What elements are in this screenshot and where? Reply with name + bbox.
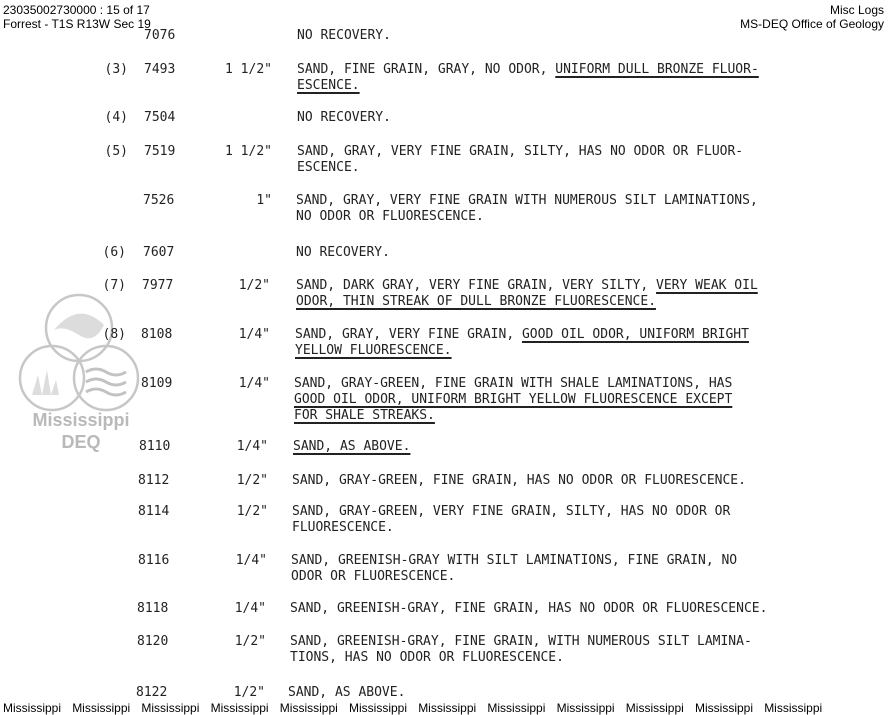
document-id-header <box>3 3 151 31</box>
description-text: SAND, GRAY, VERY FINE GRAIN, <box>295 327 522 342</box>
recovery-length: 1/2" <box>234 634 266 649</box>
sample-number: (3) <box>104 62 128 77</box>
footer-watermark-word: Mississippi <box>210 701 269 715</box>
underlined-description-text: VERY WEAK OIL <box>656 278 758 293</box>
sample-depth: 8114 <box>138 504 170 519</box>
sample-depth: 7526 <box>143 193 175 208</box>
office-line: MS-DEQ Office of Geology <box>740 17 884 31</box>
source-header <box>740 3 884 31</box>
sample-description-line: NO RECOVERY. <box>296 245 390 260</box>
recovery-length: 1/4" <box>238 327 270 342</box>
sample-description-line: SAND, AS ABOVE. <box>288 685 406 700</box>
sample-description-line <box>297 62 759 78</box>
footer-watermark-word: Mississippi <box>141 701 200 715</box>
footer-watermark-strip <box>0 701 890 715</box>
sample-description-line: ODOR, THIN STREAK OF DULL BRONZE FLUORESCENCE. <box>296 294 657 309</box>
sample-description-line: NO RECOVERY. <box>297 110 391 125</box>
recovery-length: 1/4" <box>238 376 270 391</box>
footer-watermark-word: Mississippi <box>764 701 823 715</box>
sample-description-line: YELLOW FLUORESCENCE. <box>295 343 452 358</box>
description-text: SAND, DARK GRAY, VERY FINE GRAIN, VERY SILTY, <box>296 278 657 293</box>
footer-watermark-word: Mississippi <box>3 701 62 715</box>
location-line: Forrest - T1S R13W Sec 19 <box>3 17 151 31</box>
recovery-length: 1" <box>256 193 272 208</box>
sample-description-line: SAND, GREENISH-GRAY, FINE GRAIN, HAS NO ODOR OR FLUORESCENCE. <box>290 601 768 616</box>
sample-depth: 8108 <box>141 327 173 342</box>
sample-depth: 8122 <box>136 685 168 700</box>
footer-watermark-word: Mississippi <box>349 701 408 715</box>
sample-description-line <box>295 327 749 343</box>
watermark-name: Mississippi <box>32 410 130 430</box>
recovery-length: 1/2" <box>233 685 265 700</box>
sample-depth: 7977 <box>142 278 174 293</box>
sample-description-line: SAND, GRAY-GREEN, VERY FINE GRAIN, SILTY, HAS NO ODOR OR <box>292 504 731 519</box>
recovery-length: 1 1/2" <box>225 144 272 159</box>
sample-description-line: SAND, GRAY, VERY FINE GRAIN, SILTY, HAS NO ODOR OR FLUOR- <box>297 144 744 159</box>
sample-description-line: NO ODOR OR FLUORESCENCE. <box>296 209 484 224</box>
sample-depth: 7076 <box>144 28 176 43</box>
document-id-line: 23035002730000 : 15 of 17 <box>3 3 150 17</box>
sample-description-line: TIONS, HAS NO ODOR OR FLUORESCENCE. <box>290 650 564 665</box>
footer-watermark-word: Mississippi <box>279 701 338 715</box>
sample-number: (8) <box>102 327 126 342</box>
sample-description-line: SAND, GRAY, VERY FINE GRAIN WITH NUMEROUS SILT LAMINATIONS, <box>296 193 758 208</box>
recovery-length: 1/4" <box>235 553 267 568</box>
sample-depth: 8120 <box>137 634 169 649</box>
sample-description-line: SAND, GREENISH-GRAY, FINE GRAIN, WITH NUMEROUS SILT LAMINA- <box>290 634 752 649</box>
sample-depth: 8110 <box>139 439 171 454</box>
sample-depth: 7504 <box>144 110 176 125</box>
footer-watermark-word: Mississippi <box>72 701 131 715</box>
watermark-agency: DEQ <box>61 432 101 452</box>
sample-description-line: ODOR OR FLUORESCENCE. <box>291 569 456 584</box>
sample-description-line: GOOD OIL ODOR, UNIFORM BRIGHT YELLOW FLUORESCENCE EXCEPT <box>294 392 733 407</box>
sample-depth: 8112 <box>138 473 170 488</box>
recovery-length: 1/2" <box>238 278 270 293</box>
sample-description-line: ESCENCE. <box>297 78 360 93</box>
sample-description-line: FOR SHALE STREAKS. <box>294 408 435 423</box>
footer-watermark-word: Mississippi <box>695 701 754 715</box>
sample-depth: 8109 <box>141 376 173 391</box>
footer-watermark-word: Mississippi <box>625 701 684 715</box>
sample-number: (4) <box>104 110 128 125</box>
sample-number: (7) <box>102 278 126 293</box>
sample-depth: 7519 <box>144 144 176 159</box>
sample-description-line: SAND, GREENISH-GRAY WITH SILT LAMINATIONS, FINE GRAIN, NO <box>291 553 738 568</box>
sample-description-line: SAND, GRAY-GREEN, FINE GRAIN WITH SHALE LAMINATIONS, HAS <box>294 376 733 391</box>
description-text: SAND, FINE GRAIN, GRAY, NO ODOR, <box>297 62 556 77</box>
underlined-description-text: UNIFORM DULL BRONZE FLUOR- <box>555 62 759 77</box>
sample-depth: 8118 <box>137 601 169 616</box>
sample-description-line <box>296 278 758 294</box>
footer-watermark-word: Mississippi <box>487 701 546 715</box>
log-type-line: Misc Logs <box>829 3 884 17</box>
footer-watermark-word: Mississippi <box>418 701 477 715</box>
sample-number: (6) <box>102 245 126 260</box>
recovery-length: 1 1/2" <box>225 62 272 77</box>
underlined-description-text: GOOD OIL ODOR, UNIFORM BRIGHT <box>521 327 749 342</box>
recovery-length: 1/4" <box>236 439 268 454</box>
footer-watermark-word: Mississippi <box>556 701 615 715</box>
sample-description-line: SAND, AS ABOVE. <box>293 439 411 454</box>
sample-description-line: SAND, GRAY-GREEN, FINE GRAIN, HAS NO ODOR OR FLUORESCENCE. <box>292 473 746 488</box>
sample-depth: 8116 <box>138 553 170 568</box>
sample-description-line: NO RECOVERY. <box>297 28 391 43</box>
sample-number: (5) <box>104 144 128 159</box>
sample-depth: 7493 <box>144 62 176 77</box>
recovery-length: 1/2" <box>236 504 268 519</box>
sample-description-line: ESCENCE. <box>297 160 360 175</box>
recovery-length: 1/2" <box>236 473 268 488</box>
sample-description-line: FLUORESCENCE. <box>292 520 394 535</box>
sample-depth: 7607 <box>143 245 175 260</box>
recovery-length: 1/4" <box>234 601 266 616</box>
